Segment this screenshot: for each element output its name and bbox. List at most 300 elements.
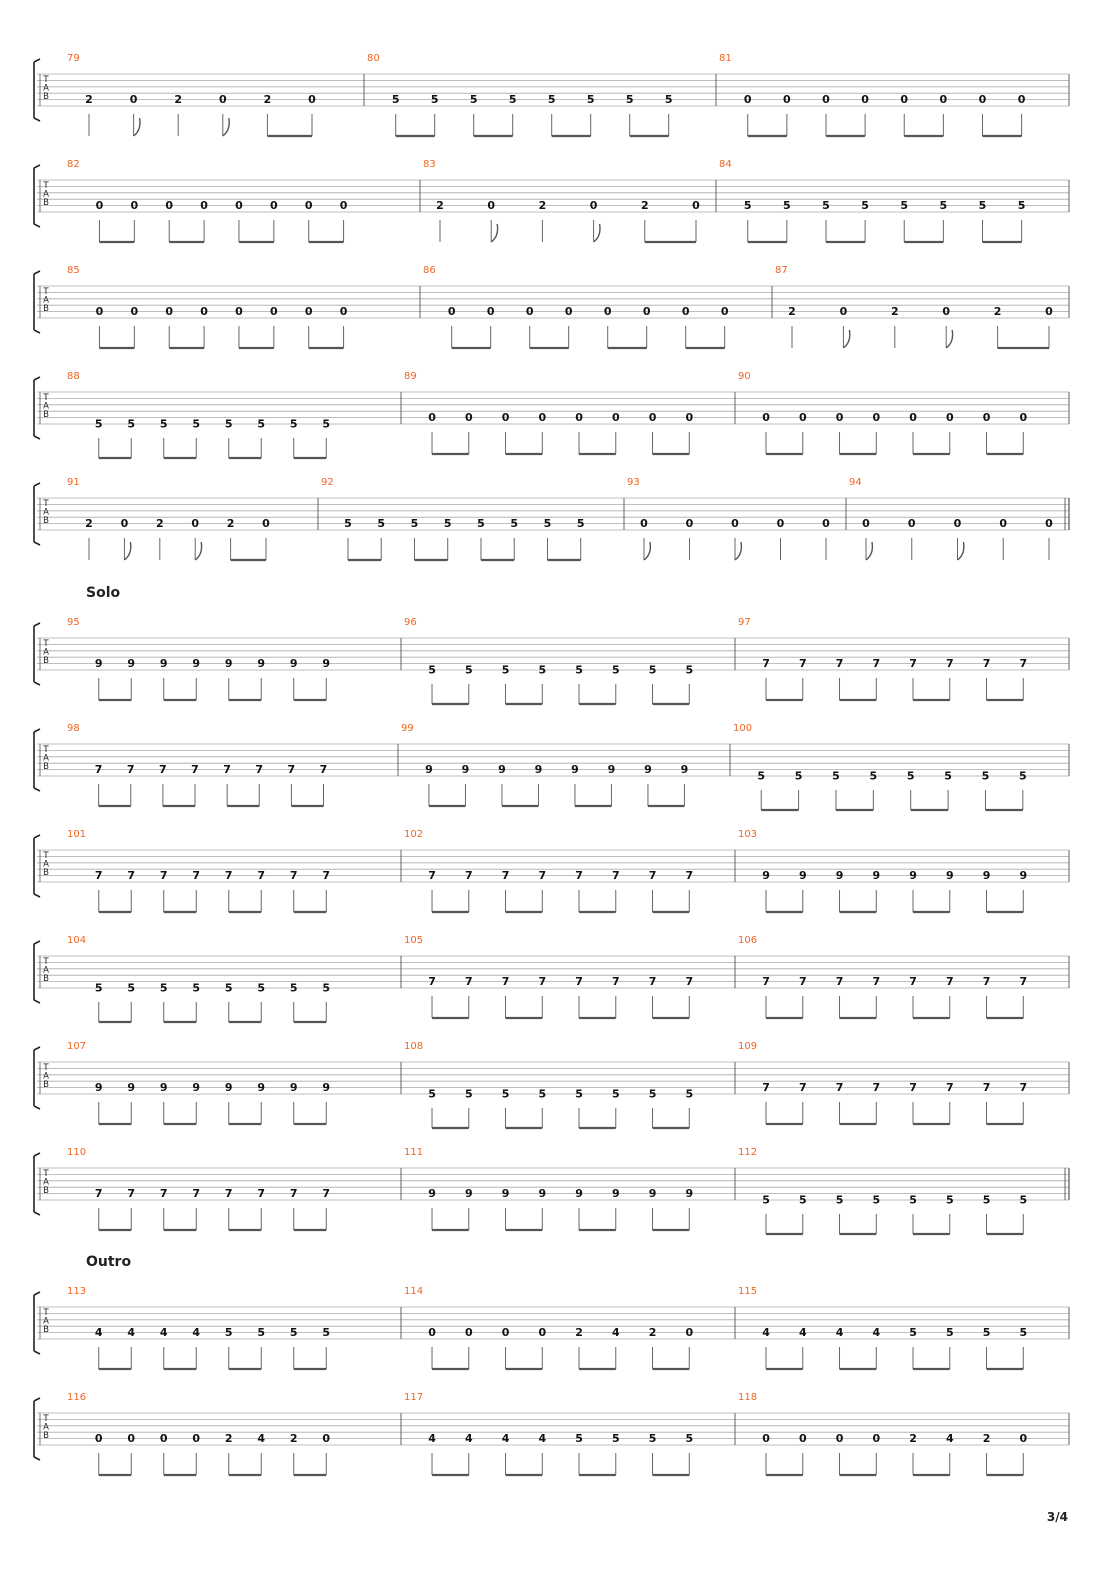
fret-number: 9 (322, 657, 331, 671)
fret-number: 0 (564, 305, 573, 319)
fret-number: 5 (909, 1193, 917, 1207)
tab-system (34, 371, 1069, 458)
note-flag (843, 330, 849, 348)
bracket-tip (34, 377, 40, 439)
fret-number: 0 (1019, 411, 1028, 425)
fret-number: 2 (538, 199, 547, 213)
fret-number: 0 (262, 517, 270, 531)
note-flag (958, 542, 964, 560)
fret-number: 0 (339, 199, 348, 213)
measure-number: 99 (401, 723, 414, 734)
tab-system (34, 1254, 1069, 1369)
fret-number: 5 (575, 1432, 583, 1446)
fret-number: 5 (289, 981, 298, 995)
fret-number: 5 (909, 1326, 917, 1340)
note-flag (124, 542, 130, 560)
fret-number: 7 (648, 869, 657, 883)
fret-number: 9 (872, 869, 881, 883)
fret-number: 7 (762, 975, 770, 989)
fret-number: 7 (798, 1081, 807, 1095)
fret-number: 7 (322, 869, 331, 883)
measure-number: 115 (738, 1286, 758, 1297)
tab-clef-letter: T (43, 1414, 49, 1424)
fret-number: 5 (464, 663, 473, 677)
fret-number: 0 (783, 93, 791, 107)
fret-number: 5 (510, 517, 519, 531)
measure-number: 104 (67, 935, 87, 946)
tab-clef-letter: A (43, 1071, 49, 1082)
fret-number: 9 (538, 1187, 547, 1201)
measure-number: 92 (321, 477, 334, 488)
fret-number: 0 (642, 305, 651, 319)
fret-number: 0 (308, 93, 316, 107)
fret-number: 5 (543, 517, 552, 531)
fret-number: 0 (953, 517, 962, 531)
fret-number: 5 (685, 1087, 694, 1101)
fret-number: 5 (192, 417, 201, 431)
bracket-tip (34, 1398, 40, 1460)
fret-number: 9 (498, 763, 506, 777)
fret-number: 4 (798, 1326, 807, 1340)
tab-system (34, 477, 1069, 560)
fret-number: 0 (822, 93, 830, 107)
fret-number: 9 (607, 763, 616, 777)
fret-number: 2 (890, 305, 899, 319)
tab-clef-letter: A (43, 507, 49, 518)
fret-number: 2 (575, 1326, 583, 1340)
fret-number: 5 (611, 1432, 620, 1446)
fret-number: 5 (625, 93, 634, 107)
fret-number: 0 (872, 1432, 881, 1446)
fret-number: 0 (872, 411, 881, 425)
fret-number: 7 (945, 1081, 954, 1095)
fret-number: 0 (538, 411, 547, 425)
measure-number: 100 (733, 723, 753, 734)
bracket-tip (34, 1292, 40, 1354)
measure-number: 118 (738, 1392, 758, 1403)
fret-number: 5 (224, 1326, 233, 1340)
fret-number: 5 (685, 1432, 694, 1446)
fret-number: 7 (501, 869, 510, 883)
fret-number: 0 (839, 305, 848, 319)
fret-number: 7 (464, 869, 473, 883)
fret-number: 5 (835, 1193, 844, 1207)
fret-number: 2 (640, 199, 649, 213)
fret-number: 9 (909, 869, 917, 883)
measure-number: 116 (67, 1392, 87, 1403)
fret-number: 7 (192, 1187, 201, 1201)
fret-number: 9 (534, 763, 543, 777)
fret-number: 0 (862, 517, 870, 531)
fret-number: 5 (428, 663, 436, 677)
fret-number: 9 (501, 1187, 510, 1201)
fret-number: 5 (872, 1193, 881, 1207)
tab-system (34, 265, 1069, 348)
measure-number: 90 (738, 371, 751, 382)
fret-number: 4 (159, 1326, 168, 1340)
note-flag (946, 330, 952, 348)
tab-system (34, 53, 1069, 136)
fret-number: 7 (94, 763, 103, 777)
note-flag (594, 224, 600, 242)
fret-number: 0 (798, 1432, 807, 1446)
tab-clef-letter: T (43, 287, 49, 297)
fret-number: 0 (501, 411, 510, 425)
fret-number: 7 (501, 975, 510, 989)
fret-number: 7 (126, 763, 135, 777)
tab-clef-letter: T (43, 1063, 49, 1073)
fret-number: 7 (648, 975, 657, 989)
measure-number: 107 (67, 1041, 87, 1052)
fret-number: 0 (127, 1432, 136, 1446)
fret-number: 0 (95, 305, 104, 319)
fret-number: 5 (611, 663, 620, 677)
fret-number: 0 (538, 1326, 547, 1340)
bracket-tip (34, 1153, 40, 1215)
measure-number: 112 (738, 1147, 758, 1158)
bracket-tip (34, 271, 40, 333)
tab-clef-letter: B (43, 304, 49, 314)
note-flag (644, 542, 650, 560)
bracket-tip (34, 941, 40, 1003)
fret-number: 9 (289, 657, 298, 671)
fret-number: 0 (640, 517, 648, 531)
bracket-tip (34, 835, 40, 897)
fret-number: 0 (945, 411, 954, 425)
fret-number: 5 (798, 1193, 807, 1207)
fret-number: 0 (835, 1432, 844, 1446)
fret-number: 5 (783, 199, 791, 213)
measure-number: 96 (404, 617, 417, 628)
fret-number: 0 (681, 305, 690, 319)
fret-number: 5 (224, 417, 233, 431)
measure-number: 108 (404, 1041, 424, 1052)
fret-number: 5 (1019, 1193, 1028, 1207)
fret-number: 4 (257, 1432, 266, 1446)
tab-clef-letter: T (43, 639, 49, 649)
fret-number: 0 (525, 305, 534, 319)
fret-number: 9 (192, 1081, 201, 1095)
tab-clef-letter: B (43, 1325, 49, 1335)
fret-number: 9 (1019, 869, 1028, 883)
tab-clef-letter: A (43, 647, 49, 658)
measure-number: 94 (849, 477, 862, 488)
fret-number: 5 (477, 517, 485, 531)
fret-number: 9 (945, 869, 954, 883)
tab-clef-letter: A (43, 753, 49, 764)
fret-number: 7 (159, 763, 167, 777)
fret-number: 0 (304, 305, 313, 319)
measure-number: 117 (404, 1392, 424, 1403)
tab-clef-letter: T (43, 851, 49, 861)
fret-number: 7 (945, 975, 954, 989)
fret-number: 7 (872, 975, 881, 989)
fret-number: 0 (942, 305, 951, 319)
tab-clef-letter: B (43, 1186, 49, 1196)
fret-number: 5 (1019, 1326, 1028, 1340)
measure-number: 97 (738, 617, 751, 628)
fret-number: 2 (263, 93, 272, 107)
fret-number: 2 (648, 1326, 657, 1340)
fret-number: 5 (861, 199, 869, 213)
fret-number: 5 (127, 981, 136, 995)
fret-number: 9 (224, 657, 233, 671)
measure-number: 110 (67, 1147, 87, 1158)
fret-number: 2 (788, 305, 796, 319)
fret-number: 5 (743, 199, 752, 213)
fret-number: 7 (289, 1187, 298, 1201)
measure-number: 113 (67, 1286, 87, 1297)
fret-number: 7 (685, 975, 694, 989)
fret-number: 0 (762, 411, 770, 425)
fret-number: 4 (428, 1432, 436, 1446)
fret-number: 0 (270, 199, 278, 213)
fret-number: 7 (538, 869, 547, 883)
fret-number: 7 (159, 1187, 168, 1201)
fret-number: 5 (469, 93, 478, 107)
tab-clef-letter: B (43, 516, 49, 526)
fret-number: 4 (538, 1432, 547, 1446)
tab-clef-letter: T (43, 745, 49, 755)
section-label: Outro (86, 1254, 132, 1270)
tab-system (34, 159, 1069, 242)
fret-number: 7 (191, 763, 199, 777)
fret-number: 7 (192, 869, 201, 883)
fret-number: 7 (255, 763, 264, 777)
fret-number: 5 (586, 93, 595, 107)
fret-number: 5 (257, 417, 266, 431)
fret-number: 9 (159, 1081, 168, 1095)
fret-number: 0 (464, 1326, 473, 1340)
fret-number: 7 (762, 1081, 770, 1095)
fret-number: 5 (982, 1193, 991, 1207)
fret-number: 4 (872, 1326, 881, 1340)
fret-number: 5 (822, 199, 830, 213)
tab-clef-letter: B (43, 92, 49, 102)
fret-number: 0 (159, 1432, 168, 1446)
fret-number: 4 (945, 1432, 954, 1446)
fret-number: 0 (1017, 93, 1026, 107)
fret-number: 0 (798, 411, 807, 425)
fret-number: 9 (425, 763, 433, 777)
measure-number: 109 (738, 1041, 758, 1052)
fret-number: 5 (289, 1326, 298, 1340)
fret-number: 2 (174, 93, 183, 107)
tab-clef-letter: T (43, 393, 49, 403)
fret-number: 5 (94, 417, 103, 431)
fret-number: 4 (835, 1326, 844, 1340)
measure-number: 111 (404, 1147, 424, 1158)
fret-number: 0 (486, 305, 495, 319)
tab-clef-letter: T (43, 181, 49, 191)
fret-number: 2 (224, 1432, 233, 1446)
fret-number: 7 (464, 975, 473, 989)
tab-clef-letter: A (43, 83, 49, 94)
tab-clef-letter: B (43, 1080, 49, 1090)
fret-number: 7 (909, 1081, 917, 1095)
fret-number: 7 (257, 1187, 266, 1201)
measure-number: 81 (719, 53, 732, 64)
tab-system (34, 1147, 1069, 1234)
note-flag (195, 542, 201, 560)
tab-clef-letter: B (43, 974, 49, 984)
fret-number: 7 (159, 869, 168, 883)
measure-number: 106 (738, 935, 758, 946)
fret-number: 0 (165, 305, 174, 319)
tab-clef-letter: A (43, 295, 49, 306)
fret-number: 0 (685, 517, 694, 531)
fret-number: 2 (982, 1432, 991, 1446)
measure-number: 98 (67, 723, 80, 734)
fret-number: 0 (235, 305, 243, 319)
fret-number: 7 (798, 975, 807, 989)
fret-number: 5 (1019, 769, 1027, 783)
measure-number: 85 (67, 265, 80, 276)
tab-clef-letter: A (43, 189, 49, 200)
fret-number: 0 (1045, 517, 1053, 531)
fret-number: 0 (720, 305, 729, 319)
tab-clef-letter: T (43, 499, 49, 509)
tab-system (34, 723, 1069, 810)
measure-number: 105 (404, 935, 424, 946)
fret-number: 7 (224, 869, 233, 883)
measure-number: 93 (627, 477, 640, 488)
bracket-tip (34, 1047, 40, 1109)
fret-number: 5 (648, 1432, 657, 1446)
fret-number: 7 (798, 657, 807, 671)
tab-clef-letter: T (43, 1169, 49, 1179)
fret-number: 7 (872, 657, 881, 671)
fret-number: 0 (685, 1326, 694, 1340)
fret-number: 7 (94, 1187, 103, 1201)
fret-number: 0 (762, 1432, 770, 1446)
tab-system (34, 935, 1069, 1022)
fret-number: 9 (94, 1081, 103, 1095)
fret-number: 4 (192, 1326, 201, 1340)
fret-number: 7 (685, 869, 694, 883)
fret-number: 0 (982, 411, 991, 425)
fret-number: 0 (192, 1432, 201, 1446)
fret-number: 2 (226, 517, 235, 531)
fret-number: 0 (743, 93, 752, 107)
note-flag (866, 542, 872, 560)
fret-number: 0 (900, 93, 909, 107)
fret-number: 5 (289, 417, 298, 431)
fret-number: 5 (575, 1087, 583, 1101)
fret-number: 9 (571, 763, 579, 777)
fret-number: 9 (461, 763, 470, 777)
measure-number: 102 (404, 829, 424, 840)
note-flag (223, 118, 229, 136)
measure-number: 89 (404, 371, 417, 382)
fret-number: 5 (344, 517, 352, 531)
fret-number: 5 (900, 199, 909, 213)
fret-number: 7 (762, 657, 770, 671)
fret-number: 0 (611, 411, 620, 425)
fret-number: 9 (644, 763, 652, 777)
fret-number: 9 (575, 1187, 583, 1201)
fret-number: 5 (757, 769, 766, 783)
fret-number: 4 (611, 1326, 620, 1340)
fret-number: 9 (257, 657, 266, 671)
fret-number: 7 (127, 869, 136, 883)
tab-clef-letter: B (43, 410, 49, 420)
fret-number: 0 (339, 305, 348, 319)
fret-number: 5 (648, 663, 657, 677)
fret-number: 7 (835, 975, 844, 989)
tab-clef-letter: A (43, 1177, 49, 1188)
fret-number: 4 (94, 1326, 103, 1340)
fret-number: 0 (589, 199, 598, 213)
measure-number: 79 (67, 53, 80, 64)
tab-clef-letter: B (43, 656, 49, 666)
fret-number: 2 (85, 93, 93, 107)
fret-number: 7 (289, 869, 298, 883)
fret-number: 0 (501, 1326, 510, 1340)
fret-number: 2 (155, 517, 164, 531)
fret-number: 0 (447, 305, 456, 319)
measure-number: 101 (67, 829, 87, 840)
fret-number: 5 (508, 93, 517, 107)
fret-number: 5 (982, 1326, 991, 1340)
measure-number: 95 (67, 617, 80, 628)
fret-number: 5 (575, 663, 583, 677)
fret-number: 7 (428, 975, 436, 989)
fret-number: 7 (982, 657, 991, 671)
fret-number: 7 (835, 657, 844, 671)
fret-number: 7 (909, 657, 917, 671)
fret-number: 0 (218, 93, 227, 107)
fret-number: 7 (611, 869, 620, 883)
tab-system (34, 585, 1069, 704)
fret-number: 7 (1019, 657, 1028, 671)
fret-number: 5 (939, 199, 948, 213)
measure-number: 83 (423, 159, 436, 170)
section-label: Solo (86, 585, 121, 601)
fret-number: 0 (648, 411, 657, 425)
fret-number: 7 (127, 1187, 136, 1201)
fret-number: 0 (130, 199, 139, 213)
measure-number: 87 (775, 265, 788, 276)
fret-number: 0 (428, 411, 436, 425)
fret-number: 5 (648, 1087, 657, 1101)
fret-number: 5 (944, 769, 952, 783)
fret-number: 5 (192, 981, 201, 995)
fret-number: 5 (159, 417, 168, 431)
fret-number: 7 (94, 869, 103, 883)
fret-number: 0 (487, 199, 496, 213)
fret-number: 2 (85, 517, 93, 531)
fret-number: 5 (547, 93, 556, 107)
fret-number: 5 (257, 1326, 266, 1340)
fret-number: 0 (200, 305, 208, 319)
note-flag (134, 118, 140, 136)
fret-number: 5 (945, 1193, 954, 1207)
fret-number: 9 (224, 1081, 233, 1095)
fret-number: 4 (127, 1326, 136, 1340)
fret-number: 0 (464, 411, 473, 425)
note-flag (491, 224, 497, 242)
tab-clef-letter: T (43, 957, 49, 967)
fret-number: 0 (835, 411, 844, 425)
fret-number: 5 (978, 199, 987, 213)
fret-number: 0 (129, 93, 138, 107)
fret-number: 7 (1019, 975, 1028, 989)
tab-clef-letter: B (43, 1431, 49, 1441)
fret-number: 0 (822, 517, 830, 531)
fret-number: 5 (443, 517, 452, 531)
tab-clef-letter: A (43, 859, 49, 870)
